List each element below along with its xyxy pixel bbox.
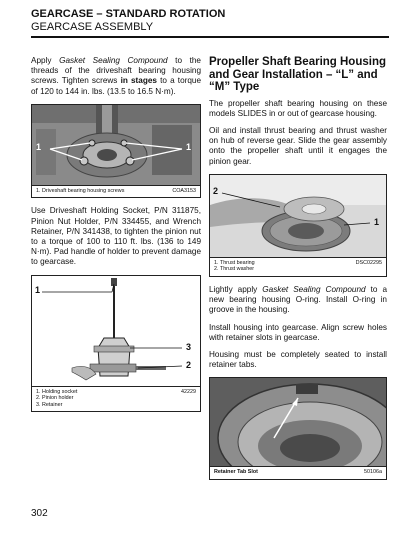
callout-1-right: 1	[186, 141, 192, 152]
paragraph-apply-sealant	[31, 56, 201, 97]
figure-caption-box	[31, 387, 201, 413]
caption-item: 1. Thrust bearing	[214, 259, 255, 266]
holding-tools-illustration	[32, 276, 200, 386]
subsection-title: GEARCASE ASSEMBLY	[31, 21, 154, 33]
caption-item: 2. Pinion holder	[36, 395, 74, 402]
text-run: to the threads of the driveshaft bearing housing screws. Tighten screws	[31, 56, 201, 86]
figure-caption-box	[209, 467, 387, 480]
figure-holding-tools	[31, 275, 201, 387]
caption-item: 3. Retainer	[36, 401, 63, 408]
paragraph-housing-seated: Housing must be completely seated to install retainer tabs.	[209, 349, 387, 370]
retainer-slot-photo	[210, 378, 386, 466]
callout-1-left: 1	[36, 141, 42, 152]
paragraph-o-ring	[209, 285, 387, 316]
callout-1: 1	[374, 216, 380, 227]
page-header	[31, 8, 389, 38]
paragraph-thrust-bearing: Oil and install thrust bearing and thrust washer on hub of reverse gear. Slide the gear assembly onto the propeller shaft until it engages the pinion gear.	[209, 125, 387, 166]
figure-retainer-slot	[209, 377, 387, 467]
left-column	[31, 56, 201, 420]
figure-code: DSC02295	[355, 259, 382, 266]
right-column	[209, 56, 387, 488]
paragraph-install-housing: Install housing into gearcase. Align screw holes with retainer slots in gearcase.	[209, 322, 387, 342]
text-run: Apply	[31, 56, 60, 65]
callout-2: 2	[213, 185, 219, 196]
figure-code: 50106a	[364, 469, 382, 476]
page-number: 302	[31, 508, 48, 519]
caption-title: Retainer Tab Slot	[214, 469, 258, 476]
callout-2: 2	[186, 359, 192, 370]
paragraph-housing-slides: The propeller shaft bearing housing on these models SLIDES in or out of gearcase housing.	[209, 98, 387, 118]
caption-item: 1. Holding socket	[36, 388, 78, 395]
figure-code: 42229	[181, 388, 196, 395]
emphasis: in stages	[120, 76, 157, 86]
figure-driveshaft-housing	[31, 104, 201, 186]
product-name: Gasket Sealing Compound	[262, 284, 366, 294]
figure-thrust-bearing	[209, 174, 387, 258]
callout-3: 3	[186, 341, 192, 352]
figure-code: COA3153	[172, 187, 196, 194]
callout-1: 1	[35, 284, 41, 295]
product-name: Gasket Sealing Compound	[59, 56, 168, 65]
caption-item: 2. Thrust washer	[214, 266, 255, 273]
paragraph-pinion-nut: Use Driveshaft Holding Socket, P/N 311875, Pinion Nut Holder, P/N 334455, and Wrench Retainer, P/N 341438, to tighten the pinion nut to a torque of 100 to 110 ft. lbs. (136 to 149 N·m). Pad handle of holder to prevent damage to gearcase.	[31, 206, 201, 267]
section-title: GEARCASE – STANDARD ROTATION	[31, 8, 226, 20]
text-run: to a torque of 120 to 144 in. lbs. (13.5 to 16.5 N·m).	[31, 76, 202, 96]
figure-caption-box	[209, 258, 387, 277]
header-rule	[31, 36, 389, 38]
thrust-bearing-photo	[210, 175, 386, 257]
figure-caption-box	[31, 186, 201, 199]
caption-item: 1. Driveshaft bearing housing screws	[36, 187, 125, 194]
text-run: to a new bearing housing O-ring. Install O-ring in groove in the housing.	[209, 284, 387, 315]
text-run: Lightly apply	[209, 284, 263, 294]
driveshaft-housing-illustration	[32, 105, 200, 185]
section-heading: Propeller Shaft Bearing Housing and Gear Installation – “L” and “M” Type	[209, 56, 386, 93]
